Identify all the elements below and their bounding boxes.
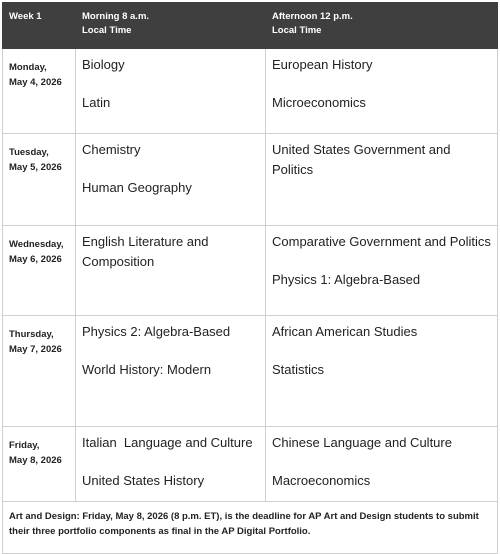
- art-design-note-text: Art and Design: Friday, May 8, 2026 (8 p.m. ET), is the deadline for AP Art and Design students to submit their three portfolio components as final in the AP Digital Portfolio.: [9, 511, 479, 537]
- table-header: [3, 3, 498, 49]
- exam-item: United States Government and Politics: [272, 142, 451, 177]
- morning-exams: [76, 316, 266, 427]
- exam-item: Chemistry: [82, 142, 141, 157]
- exam-item: Macroeconomics: [272, 473, 371, 488]
- day-cell: [3, 316, 76, 427]
- afternoon-exams: [266, 49, 498, 134]
- table-row-footer: [3, 502, 498, 554]
- day-name: Monday,: [9, 62, 47, 73]
- exam-item: Statistics: [272, 362, 325, 377]
- header-morning-time: Morning 8 a.m.: [82, 11, 150, 22]
- day-name: Thursday,: [9, 329, 54, 340]
- exam-schedule-table: [2, 2, 498, 554]
- table-row-wednesday: [3, 226, 498, 316]
- header-morning: [76, 3, 266, 49]
- header-morning-zone: Local Time: [82, 25, 132, 36]
- afternoon-exams: [266, 134, 498, 226]
- day-name: Tuesday,: [9, 147, 49, 158]
- day-date: May 8, 2026: [9, 455, 62, 466]
- table-row-thursday: [3, 316, 498, 427]
- day-cell: [3, 49, 76, 134]
- exam-item: English Literature and Composition: [82, 234, 209, 269]
- exam-item: Biology: [82, 57, 125, 72]
- day-date: May 4, 2026: [9, 77, 62, 88]
- day-cell: [3, 134, 76, 226]
- exam-item: United States History: [82, 473, 205, 488]
- exam-item: World History: Modern: [82, 362, 212, 377]
- header-afternoon: [266, 3, 498, 49]
- table-row-tuesday: [3, 134, 498, 226]
- exam-item: European History: [272, 57, 373, 72]
- afternoon-exams: [266, 226, 498, 316]
- day-date: May 7, 2026: [9, 344, 62, 355]
- exam-item: Physics 2: Algebra-Based: [82, 324, 231, 339]
- morning-exams: [76, 427, 266, 502]
- afternoon-exams: [266, 316, 498, 427]
- morning-exams: [76, 49, 266, 134]
- table-row-monday: [3, 49, 498, 134]
- exam-item: Chinese Language and Culture: [272, 435, 452, 450]
- afternoon-exams: [266, 427, 498, 502]
- header-week: [3, 3, 76, 49]
- day-cell: [3, 226, 76, 316]
- art-design-note: [3, 502, 498, 554]
- exam-item: Human Geography: [82, 180, 192, 195]
- table-row-friday: [3, 427, 498, 502]
- exam-item: Microeconomics: [272, 95, 366, 110]
- header-afternoon-zone: Local Time: [272, 25, 322, 36]
- header-row: [3, 3, 498, 49]
- exam-item: Physics 1: Algebra-Based: [272, 272, 421, 287]
- day-date: May 6, 2026: [9, 254, 62, 265]
- morning-exams: [76, 134, 266, 226]
- header-week-label: Week 1: [9, 11, 42, 22]
- day-cell: [3, 427, 76, 502]
- exam-item: Comparative Government and Politics: [272, 234, 491, 249]
- morning-exams: [76, 226, 266, 316]
- day-name: Wednesday,: [9, 239, 64, 250]
- table-body: [3, 49, 498, 554]
- day-name: Friday,: [9, 440, 40, 451]
- exam-item: Latin: [82, 95, 111, 110]
- exam-item: African American Studies: [272, 324, 418, 339]
- day-date: May 5, 2026: [9, 162, 62, 173]
- header-afternoon-time: Afternoon 12 p.m.: [272, 11, 353, 22]
- exam-item: Italian Language and Culture: [82, 435, 253, 450]
